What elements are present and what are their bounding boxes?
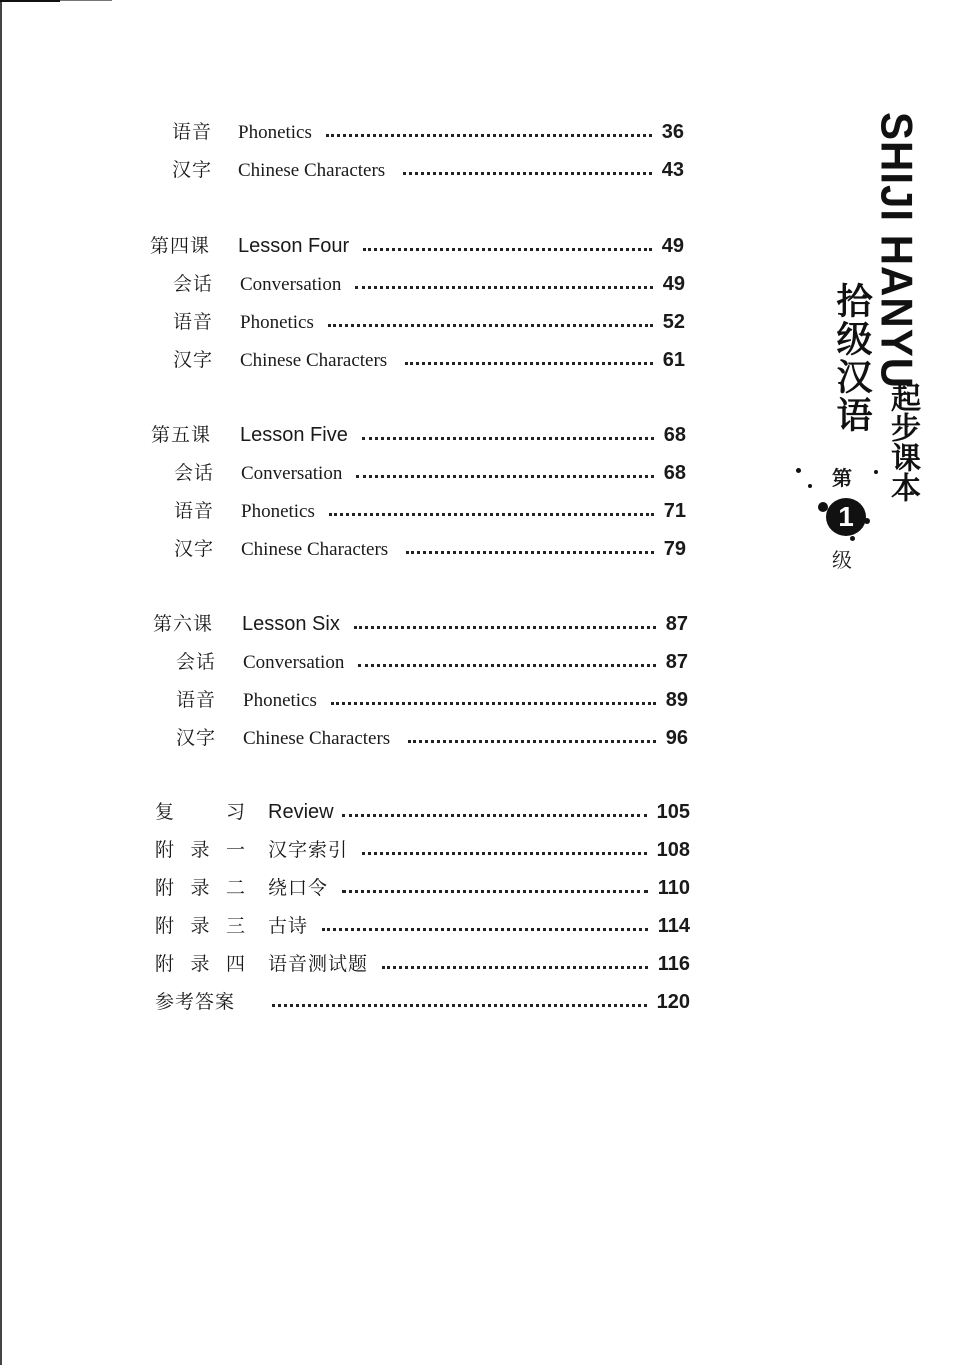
dot-leader (326, 134, 652, 137)
entry-page: 87 (665, 651, 688, 673)
lesson-cn-label: 第六课 (153, 613, 214, 635)
toc-entry-appendix-2[interactable] (155, 870, 690, 900)
label-part: 附 (155, 953, 175, 975)
entry-page: 68 (663, 462, 686, 484)
entry-title: Chinese Characters (241, 539, 389, 560)
label-part: 习 (225, 801, 245, 823)
entry-title: Phonetics (240, 312, 314, 333)
entry-cn-label: 汉字 (172, 159, 213, 181)
label-part: 录 (190, 915, 210, 937)
entry-page: 61 (662, 349, 685, 371)
ink-splat-icon (874, 470, 878, 474)
dot-leader (362, 437, 654, 440)
toc-entry[interactable] (174, 455, 686, 485)
entry-title: Conversation (241, 463, 343, 484)
page-top-edge (0, 0, 60, 2)
lesson-cn-label: 第四课 (150, 235, 211, 257)
entry-page: 120 (656, 991, 690, 1013)
entry-page: 89 (665, 689, 688, 711)
label-part: 四 (225, 953, 245, 975)
dot-leader (382, 966, 648, 969)
dot-leader (403, 172, 652, 175)
entry-page: 105 (656, 801, 690, 823)
entry-title: Phonetics (243, 690, 317, 711)
entry-cn-label: 语音 (176, 689, 217, 711)
book-subtitle-cn: 起步课本 (885, 382, 920, 502)
entry-title: Review (268, 801, 334, 823)
entry-cn-label: 语音 (174, 500, 215, 522)
entry-page: 71 (663, 500, 686, 522)
toc-entry[interactable] (174, 531, 686, 561)
entry-title: Phonetics (238, 122, 312, 143)
label-part: 二 (225, 877, 245, 899)
ink-splat-icon (850, 536, 855, 541)
dot-leader (406, 551, 654, 554)
toc-entry[interactable] (176, 720, 688, 750)
entry-cn-label: 参考答案 (155, 991, 236, 1013)
entry-title: Conversation (240, 274, 342, 295)
label-part: 附 (155, 915, 175, 937)
dot-leader (355, 286, 652, 289)
level-suffix: 级 (832, 548, 852, 572)
book-title-en: SHIJI HANYU (871, 112, 922, 390)
entry-cn-label: 汉字 (176, 727, 217, 749)
ink-splat-icon (796, 468, 801, 473)
toc-entry[interactable] (176, 644, 688, 674)
entry-cn-label: 会话 (174, 462, 215, 484)
toc-entry-review[interactable] (155, 794, 690, 824)
lesson-title: Lesson Four (238, 235, 350, 257)
entry-cn-label: 会话 (176, 651, 217, 673)
dot-leader (363, 248, 652, 251)
lesson-page: 87 (665, 613, 688, 635)
entry-page: 114 (657, 915, 690, 937)
entry-title: Chinese Characters (240, 350, 388, 371)
entry-cn-label (155, 911, 245, 938)
label-part: 附 (155, 839, 175, 861)
dot-leader (342, 890, 648, 893)
entry-title: Chinese Characters (243, 728, 391, 749)
entry-cn-label: 汉字 (174, 538, 215, 560)
entry-title: 汉字索引 (268, 839, 349, 861)
level-prefix: 第 (832, 466, 852, 490)
lesson-heading[interactable] (151, 417, 686, 447)
toc-entry[interactable] (172, 152, 684, 182)
entry-page: 43 (661, 159, 684, 181)
page-top-edge-light (60, 0, 112, 1)
dot-leader (358, 664, 655, 667)
toc-entry[interactable] (173, 304, 685, 334)
dot-leader (328, 324, 653, 327)
entry-page: 49 (662, 273, 685, 295)
entry-title: Conversation (243, 652, 345, 673)
entry-title: Chinese Characters (238, 160, 386, 181)
lesson-page: 49 (661, 235, 684, 257)
label-part: 录 (190, 877, 210, 899)
entry-cn-label: 语音 (172, 121, 213, 143)
label-part: 录 (190, 839, 210, 861)
entry-page: 116 (657, 953, 690, 975)
page-left-edge (0, 0, 2, 1365)
label-part: 录 (190, 953, 210, 975)
level-number: 1 (826, 498, 866, 536)
lesson-cn-label: 第五课 (151, 424, 212, 446)
entry-title: Phonetics (241, 501, 315, 522)
toc-entry-answer-key[interactable] (155, 984, 690, 1014)
label-part: 三 (225, 915, 245, 937)
lesson-title: Lesson Five (240, 424, 348, 446)
dot-leader (322, 928, 648, 931)
entry-page: 110 (657, 877, 690, 899)
lesson-heading[interactable] (153, 606, 688, 636)
toc-entry-appendix-3[interactable] (155, 908, 690, 938)
toc-entry[interactable] (173, 266, 685, 296)
entry-cn-label: 会话 (173, 273, 214, 295)
dot-leader (408, 740, 656, 743)
label-part: 附 (155, 877, 175, 899)
entry-cn-label: 汉字 (173, 349, 214, 371)
lesson-heading[interactable] (150, 228, 684, 258)
ink-splat-icon (808, 484, 812, 488)
entry-cn-label (155, 873, 245, 900)
toc-entry[interactable] (172, 114, 684, 144)
book-title-cn: 拾级汉语 (831, 282, 872, 434)
entry-cn-label (155, 949, 245, 976)
dot-leader (405, 362, 653, 365)
entry-page: 96 (665, 727, 688, 749)
dot-leader (354, 626, 656, 629)
label-part: 一 (225, 839, 245, 861)
entry-page: 52 (662, 311, 685, 333)
toc-entry[interactable] (173, 342, 685, 372)
entry-title: 绕口令 (268, 877, 329, 899)
toc-entry-appendix-4[interactable] (155, 946, 690, 976)
entry-title: 语音测试题 (268, 953, 369, 975)
entry-cn-label (155, 835, 245, 862)
entry-cn-label: 语音 (173, 311, 214, 333)
lesson-title: Lesson Six (242, 613, 340, 635)
entry-page: 36 (661, 121, 684, 143)
dot-leader (331, 702, 656, 705)
entry-page: 79 (663, 538, 686, 560)
toc-entry[interactable] (176, 682, 688, 712)
label-part: 复 (155, 801, 175, 823)
lesson-page: 68 (663, 424, 686, 446)
dot-leader (356, 475, 653, 478)
entry-page: 108 (656, 839, 690, 861)
dot-leader (329, 513, 654, 516)
entry-title: 古诗 (268, 915, 309, 937)
toc-entry[interactable] (174, 493, 686, 523)
dot-leader (272, 1004, 647, 1007)
dot-leader (342, 814, 647, 817)
entry-cn-label (155, 797, 245, 824)
dot-leader (362, 852, 647, 855)
toc-entry-appendix-1[interactable] (155, 832, 690, 862)
